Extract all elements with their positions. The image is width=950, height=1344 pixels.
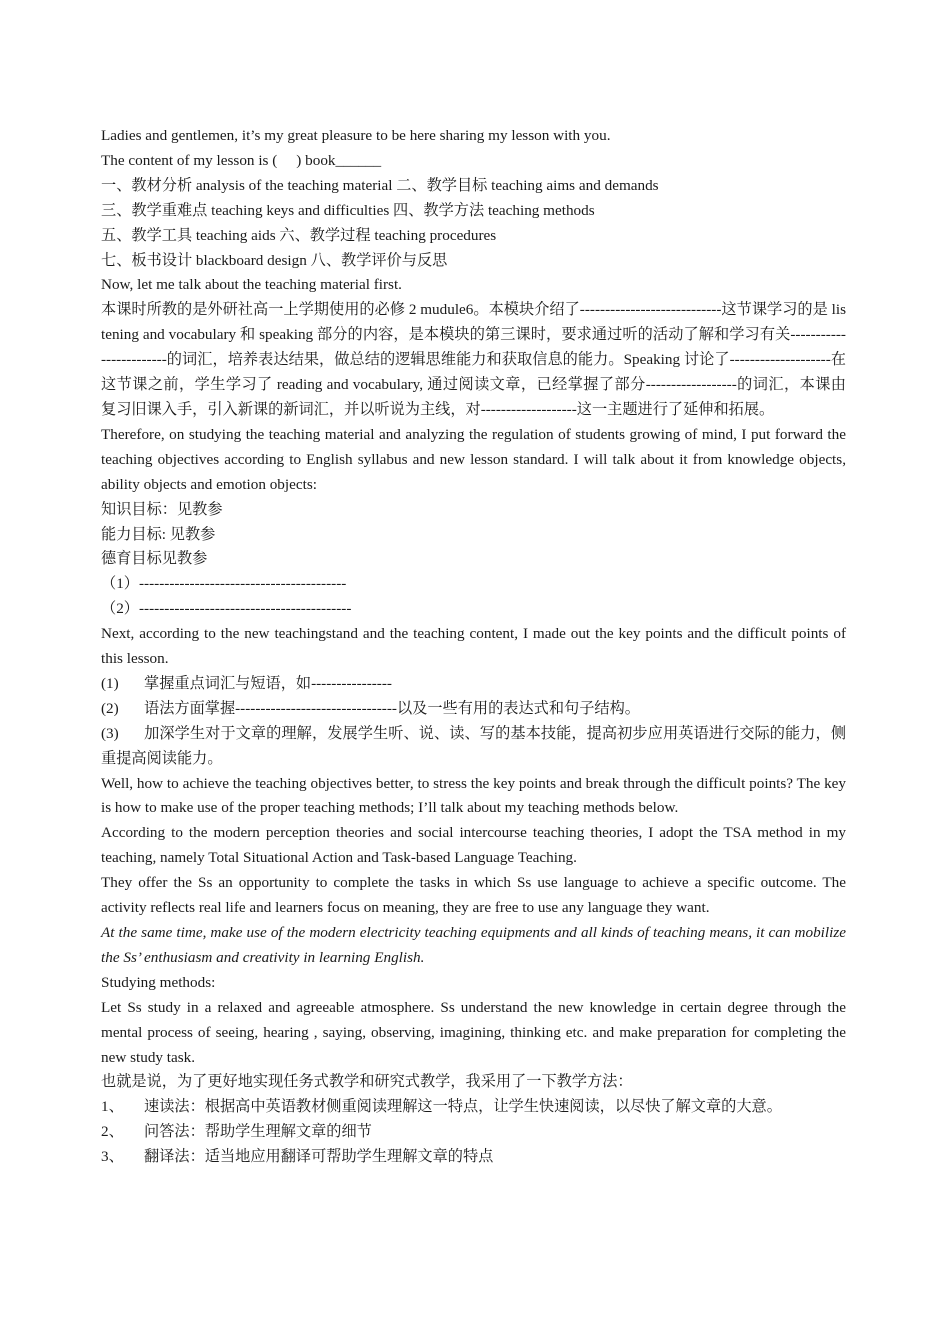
method-3-number: 3、 — [101, 1148, 124, 1166]
method-2 — [101, 1120, 846, 1145]
that-is-line: 也就是说，为了更好地实现任务式教学和研究式教学，我采用了一下教学方法： — [101, 1073, 633, 1091]
document-page — [101, 124, 846, 1170]
method-1 — [101, 1095, 846, 1120]
key-point-3-text: 加深学生对于文章的理解，发展学生听、说、读、写的基本技能，提高初步应用英语进行交际的能力，侧重提高阅读能力。 — [101, 724, 846, 767]
method-2-number: 2、 — [101, 1123, 124, 1141]
italic-paragraph: At the same time, make use of the modern electricity teaching equipments and all kinds of teaching means, it can mobilize the Ss’ enthusiasm and creativity in learning English. — [101, 924, 846, 966]
key-point-1-text: 掌握重点词汇与短语，如---------------- — [144, 674, 392, 692]
blank-line-2: （2）------------------------------------------ — [101, 600, 352, 618]
outline-line-1: 一、教材分析 analysis of the teaching material 二、教学目标 teaching aims and demands — [101, 176, 659, 194]
key-point-3 — [101, 722, 846, 772]
method-3-text: 翻译法：适当地应用翻译可帮助学生理解文章的特点 — [144, 1148, 494, 1166]
knowledge-objective: 知识目标：见教参 — [101, 500, 223, 518]
ability-objective: 能力目标: 见教参 — [101, 525, 216, 543]
according-paragraph: According to the modern perception theories and social intercourse teaching theories, I adopt the TSA method in my teaching, namely Total Situational Action and Task-based Language Teaching. — [101, 824, 846, 867]
now-line: Now, let me talk about the teaching material first. — [101, 276, 402, 294]
well-paragraph: Well, how to achieve the teaching objectives better, to stress the key points and break through the difficult points? The key is how to make use of the proper teaching methods; I’ll talk about my teaching methods below. — [101, 774, 846, 817]
outline-line-3: 五、教学工具 teaching aids 六、教学过程 teaching procedures — [101, 226, 497, 244]
method-1-text: 速读法：根据高中英语教材侧重阅读理解这一特点，让学生快速阅读，以尽快了解文章的大意。 — [144, 1098, 782, 1116]
outline-line-2: 三、教学重难点 teaching keys and difficulties 四、教学方法 teaching methods — [101, 201, 595, 219]
key-point-2-number: (2) — [101, 699, 119, 717]
let-paragraph: Let Ss study in a relaxed and agreeable atmosphere. Ss understand the new knowledge in certain degree through the mental process of seeing, hearing , saying, observing, imagining, thinking etc. and make preparation for completing the new study task. — [101, 998, 846, 1066]
method-2-text: 问答法：帮助学生理解文章的细节 — [144, 1123, 372, 1141]
next-paragraph: Next, according to the new teachingstand and the teaching content, I made out the key points and the difficult points of this lesson. — [101, 625, 846, 668]
moral-objective: 德育目标见教参 — [101, 550, 208, 568]
key-point-1 — [101, 672, 846, 697]
key-point-2-text: 语法方面掌握--------------------------------以及一些有用的表达式和句子结构。 — [144, 699, 640, 717]
intro-line: Ladies and gentlemen, it’s my great pleasure to be here sharing my lesson with you. — [101, 127, 611, 144]
key-point-3-number: (3) — [101, 724, 119, 742]
method-1-number: 1、 — [101, 1098, 124, 1116]
outline-line-4: 七、板书设计 blackboard design 八、教学评价与反思 — [101, 251, 448, 269]
studying-methods-heading: Studying methods: — [101, 973, 216, 991]
key-point-1-number: (1) — [101, 674, 119, 692]
material-paragraph: 本课时所教的是外研社高一上学期使用的必修 2 mudule6。本模块介绍了----------------------------这节课学习的是 listening and vocabulary 和 speaking 部分的内容，是本模块的第三课时，要求通过听的活动了解和学习有关------------------------的词汇，培养表达结果，做总结的逻辑思维能力和获取信息的能力。Speaking 讨论了--------------------在这节课之前，学生学习了 reading and vocabulary, 通过阅读文章，已经掌握了部分------------------的词汇，本课由复习旧课入手，引入新课的新词汇，并以听说为主线，对-------------------这一主题进行了延伸和拓展。 — [101, 301, 846, 418]
blank-line-1: （1）----------------------------------------- — [101, 575, 347, 593]
therefore-paragraph: Therefore, on studying the teaching material and analyzing the regulation of students growing of mind, I put forward the teaching objectives according to English syllabus and new lesson standard. I will talk about it from knowledge objects, ability objects and emotion objects: — [101, 425, 846, 493]
content-line: The content of my lesson is ( ) book______ — [101, 151, 382, 169]
method-3 — [101, 1145, 846, 1170]
key-point-2 — [101, 697, 846, 722]
they-paragraph: They offer the Ss an opportunity to complete the tasks in which Ss use language to achieve a specific outcome. The activity reflects real life and learners focus on meaning, they are free to use any language they want. — [101, 874, 846, 917]
